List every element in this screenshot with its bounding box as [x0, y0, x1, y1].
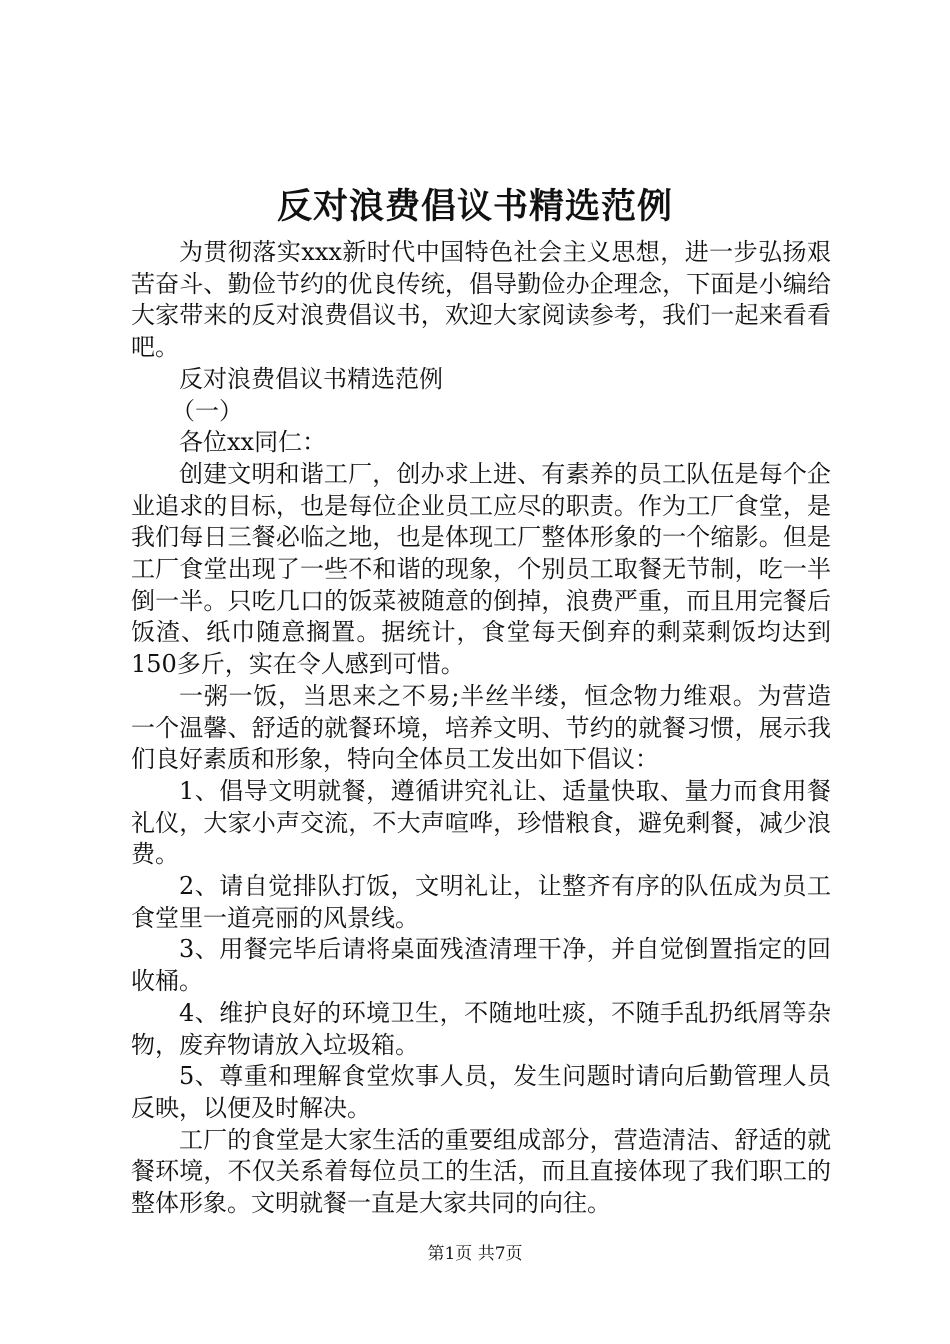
intro-paragraph: 为贯彻落实xxx新时代中国特色社会主义思想，进一步弘扬艰苦奋斗、勤俭节约的优良传统，倡导勤俭办企理念，下面是小编给大家带来的反对浪费倡议书，欢迎大家阅读参考，我们一起来看看吧。 [131, 238, 831, 362]
proposal-item-5: 5、尊重和理解食堂炊事人员，发生问题时请向后勤管理人员反映，以便及时解决。 [131, 1062, 831, 1122]
document-body [131, 237, 831, 1220]
section-number: （一） [171, 396, 243, 425]
salutation: 各位xx同仁： [179, 428, 327, 457]
body-paragraph: 创建文明和谐工厂，创办求上进、有素养的员工队伍是每个企业追求的目标，也是每位企业员工应尽的职责。作为工厂食堂，是我们每日三餐必临之地，也是体现工厂整体形象的一个缩影。但是工厂食堂出现了一些不和谐的现象，个别员工取餐无节制，吃一半倒一半。只吃几口的饭菜被随意的倒掉，浪费严重，而且用完餐后饭渣、纸巾随意搁置。据统计，食堂每天倒弃的剩菜剩饭均达到150多斤，实在令人感到可惜。 [131, 459, 831, 679]
body-paragraph: 一粥一饭，当思来之不易;半丝半缕，恒念物力维艰。为营造一个温馨、舒适的就餐环境，培养文明、节约的就餐习惯，展示我们良好素质和形象，特向全体员工发出如下倡议： [131, 681, 831, 774]
proposal-item-1: 1、倡导文明就餐，遵循讲究礼让、适量快取、量力而食用餐礼仪，大家小声交流，不大声喧哗，珍惜粮食，避免剩餐，减少浪费。 [131, 776, 831, 869]
proposal-item-3: 3、用餐完毕后请将桌面残渣清理干净，并自觉倒置指定的回收桶。 [131, 935, 831, 996]
proposal-item-2: 2、请自觉排队打饭，文明礼让，让整齐有序的队伍成为员工食堂里一道亮丽的风景线。 [131, 872, 831, 932]
proposal-item-4: 4、维护良好的环境卫生，不随地吐痰，不随手乱扔纸屑等杂物，废弃物请放入垃圾箱。 [131, 998, 831, 1059]
closing-paragraph: 工厂的食堂是大家生活的重要组成部分，营造清洁、舒适的就餐环境，不仅关系着每位员工的生活，而且直接体现了我们职工的整体形象。文明就餐一直是大家共同的向往。 [131, 1125, 831, 1218]
section-heading: 反对浪费倡议书精选范例 [179, 364, 443, 393]
document-title: 反对浪费倡议书精选范例 [276, 186, 673, 227]
page-footer: 第1页 共7页 [427, 1244, 523, 1264]
